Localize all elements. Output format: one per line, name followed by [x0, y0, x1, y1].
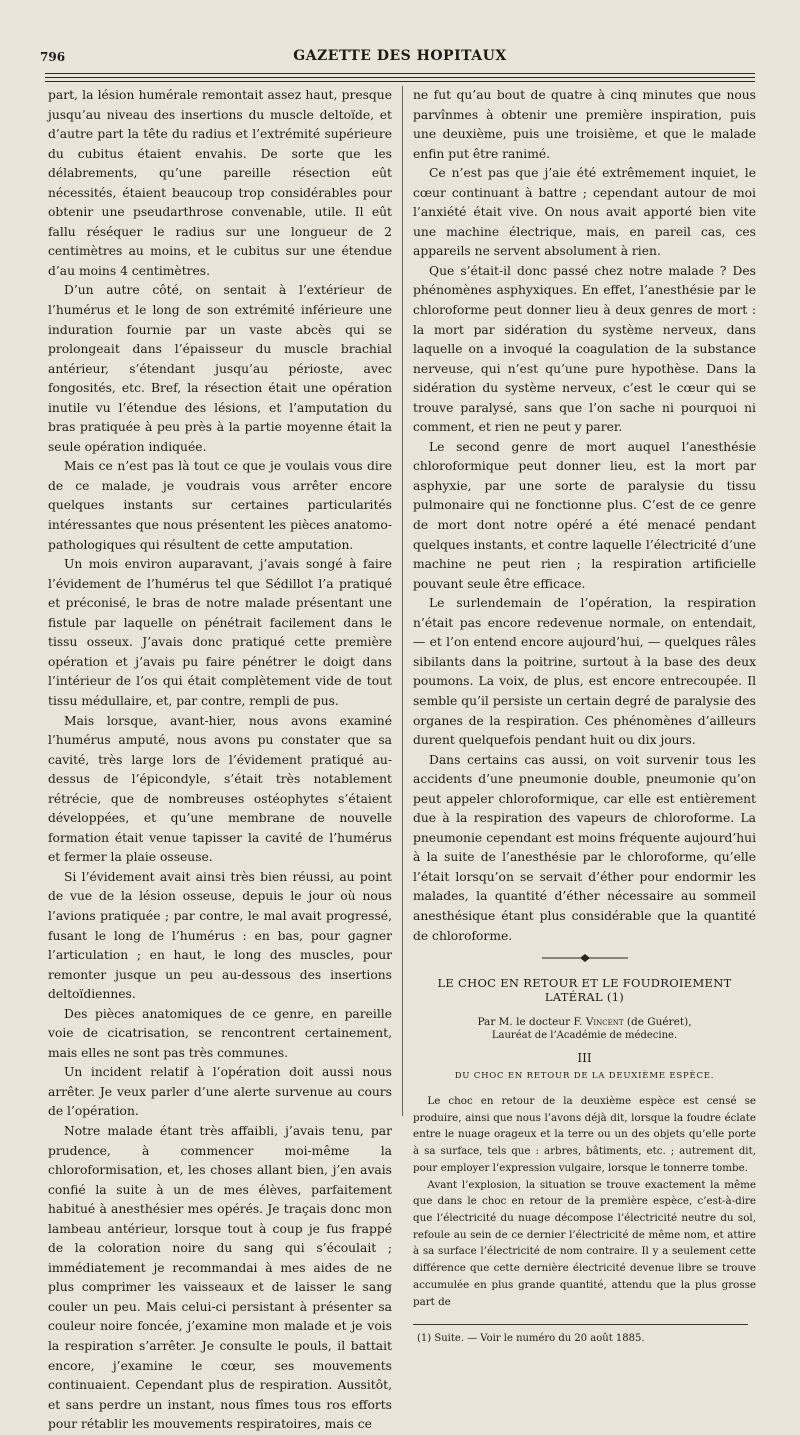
article-title: LE CHOC EN RETOUR ET LE FOUDROIEMENT LATÉRAL (1) [437, 976, 732, 1005]
paragraph: Dans certains cas aussi, on voit survenir tous les accidents d’une pneumonie double, pneumonie qu’on peut appeler chloroformique, car elle est entièrement due à la respiration des vapeurs de chloroforme. La pneumonie cependant est moins fréquente aujourd’hui à la suite de l’anesthésie par le chloroforme, qu’elle l’était lorsqu’on se servait d’éther pour endormir les malades, la quantité d’éther nécessaire au sommeil anesthésique étant plus considérable que la quantité de chloroforme. [413, 752, 756, 943]
part-number: III [577, 1051, 592, 1066]
page-number: 796 [40, 50, 66, 64]
author-name: Vincent [585, 1016, 624, 1029]
paragraph: Mais ce n’est pas là tout ce que je voulais vous dire de ce malade, je voudrais vous arrêter encore quelques instants sur certaines particularités intéressantes que nous présentent les pièces anatomo-pathologiques qui résultent de cette amputation. [48, 459, 392, 552]
header-rule [45, 73, 755, 74]
header-rule [45, 81, 755, 82]
page-header [40, 48, 760, 74]
byline-prefix: Par M. le docteur F. [477, 1016, 583, 1029]
footnote: (1) Suite. — Voir le numéro du 20 août 1885. [417, 1333, 645, 1345]
header-rule [45, 77, 755, 78]
byline-suffix: (de Guéret), [626, 1016, 692, 1029]
section-title: DU CHOC EN RETOUR DE LA DEUXIÈME ESPÈCE. [454, 1071, 715, 1082]
paragraph: Le second genre de mort auquel l’anesthésie chloroformique peut donner lieu, est la mort par asphyxie, par une sorte de paralysie du tissu pulmonaire qui ne fonctionne plus. C’est de ce genre de mort dont notre opéré a été menacé pendant quelques instants, et contre laquelle l’électricité d’une machine ne peut rien ; la respiration artificielle pouvant seule être efficace. [413, 439, 756, 591]
footnote-rule [413, 1324, 748, 1325]
paragraph: Le surlendemain de l’opération, la respiration n’était pas encore redevenue normale, on entendait, — et l’on entend encore aujourd’hui, — quelques râles sibilants dans la poitrine, surtout à la base des deux poumons. La voix, de plus, est encore entrecoupée. Il semble qu’il persiste un certain degré de paralysie des organes de la respiration. Ces phénomènes d’ailleurs durent quelquefois pendant huit ou dix jours. [413, 596, 756, 748]
paragraph: Un incident relatif à l’opération doit aussi nous arrêter. Je veux parler d’une alerte survenue au cours de l’opération. [48, 1065, 392, 1119]
journal-title: GAZETTE DES HOPITAUX [293, 48, 507, 64]
paragraph: part, la lésion humérale remontait assez haut, presque jusqu’au niveau des insertions du muscle deltoïde, et d’autre part la tête du radius et l’extrémité supérieure du cubitus étaient envahis. De sorte que les délabrements, qu’une pareille résection eût nécessités, étaient beaucoup trop considérables pour obtenir une pseudarthrose convenable, utile. Il eût fallu réséquer le radius sur une longueur de 2 centimètres au moins, et le cubitus sur une étendue d’au moins 4 centimètres. [48, 88, 392, 278]
paragraph: Que s’était-il donc passé chez notre malade ? Des phénomènes asphyxiques. En effet, l’anesthésie par le chloroforme peut donner lieu à deux genres de mort : la mort par sidération du système nerveux, dans laquelle on a invoqué la coagulation de la substance nerveuse, qui n’est qu’une pure hypothèse. Dans la sidération du système nerveux, c’est le cœur qui se trouve paralysé, sans que l’on sache ni pourquoi ni comment, et rien ne peut y parer. [413, 263, 756, 435]
author-affiliation: Lauréat de l’Académie de médecine. [491, 1030, 678, 1042]
paragraph: ne fut qu’au bout de quatre à cinq minutes que nous parvînmes à obtenir une première inspiration, puis une deuxième, puis une troisième, et que le malade enfin put être ranimé. [413, 88, 756, 161]
section-ornament [540, 952, 630, 964]
paragraph: Si l’évidement avait ainsi très bien réussi, au point de vue de la lésion osseuse, depuis le jour où nous l’avions pratiquée ; par contre, le mal avait progressé, fusant le long de l’humérus : en bas, pour gagner l’articulation ; en haut, le long des muscles, pour remonter jusque un peu au-dessous des insertions deltoïdiennes. [48, 869, 392, 1002]
paragraph: Mais lorsque, avant-hier, nous avons examiné l’humérus amputé, nous avons pu constater que sa cavité, très large lors de l’évidement pratiqué au-dessus de l’épicondyle, s’était très notablement rétrécie, que de nombreuses ostéophytes s’étaient développées, et qu’une membrane de nouvelle formation était venue tapisser la cavité de l’humérus et fermer la plaie osseuse. [48, 713, 392, 865]
paragraph: Le choc en retour de la deuxième espèce est censé se produire, ainsi que nous l’avons déjà dit, lorsque la foudre éclate entre le nuage orageux et la terre ou un des objets qu’elle porte à sa surface, tels que : arbres, bâtiments, etc. ; autrement dit, pour employer l’expression vulgaire, lorsque le tonnerre tombe. [413, 1095, 756, 1174]
paragraph: Notre malade étant très affaibli, j’avais tenu, par prudence, à commencer moi-même la chloroformisation, et, les choses allant bien, j’en avais confié la suite à un de mes élèves, parfaitement habitué à anesthésier mes opérés. Je traçais donc mon lambeau antérieur, lorsque tout à coup je fus frappé de la coloration noire du sang qui s’écoulait ; immédiatement je recommandai à mes aides de ne plus comprimer les vaisseaux et de laisser le sang couler un peu. Mais celui-ci persistant à présenter sa couleur noire foncée, j’examine mon malade et je vois la respiration s’arrêter. Je consulte le pouls, il battait encore, j’examine le cœur, ses mouvements continuaient. Cependant plus de respiration. Aussitôt, et sans perdre un instant, nous fîmes tous ros efforts pour rétablir les mouvements respiratoires, mais ce [48, 1123, 392, 1432]
byline [413, 1016, 756, 1028]
paragraph: Un mois environ auparavant, j’avais songé à faire l’évidement de l’humérus tel que Sédillot l’a pratiqué et préconisé, le bras de notre malade présentant une fistule par laquelle on pénétrait facilement dans le tissu osseux. J’avais donc pratiqué cette première opération et j’avais pu faire pénétrer le doigt dans l’intérieur de l’os qui était complètement vide de tout tissu médullaire, et, par contre, rempli de pus. [48, 557, 392, 708]
paragraph: Des pièces anatomiques de ce genre, en pareille voie de cicatrisation, se rencontrent certainement, mais elles ne sont pas très communes. [48, 1006, 392, 1060]
paragraph: Ce n’est pas que j’aie été extrêmement inquiet, le cœur continuant à battre ; cependant autour de moi l’anxiété était vive. On nous avait apporté bien vite une machine électrique, mais, en pareil cas, ces appareils ne servent absolument à rien. [413, 166, 756, 259]
paragraph: D’un autre côté, on sentait à l’extérieur de l’humérus et le long de son extrémité inférieure une induration fournie par un vaste abcès qui se prolongeait dans l’épaisseur du muscle brachial antérieur, s’étendant jusqu’au périoste, avec fongosités, etc. Bref, la résection était une opération inutile vu l’étendue des lésions, et l’amputation du bras pratiquée à peu près à la partie moyenne était la seule opération indiquée. [48, 283, 392, 454]
left-column [48, 86, 392, 1432]
right-column [413, 86, 756, 1345]
paragraph: Avant l’explosion, la situation se trouve exactement la même que dans le choc en retour de la première espèce, c’est-à-dire que l’électricité du nuage décompose l’électricité neutre du sol, refoule au sein de ce dernier l’électricité de même nom, et attire à sa surface l’électricité de nom contraire. Il y a seulement cette différence que cette dernière électricité devenue libre se trouve accumulée en plus grande quantité, attendu que la plus grosse part de [413, 1178, 756, 1308]
column-divider [402, 86, 403, 1116]
